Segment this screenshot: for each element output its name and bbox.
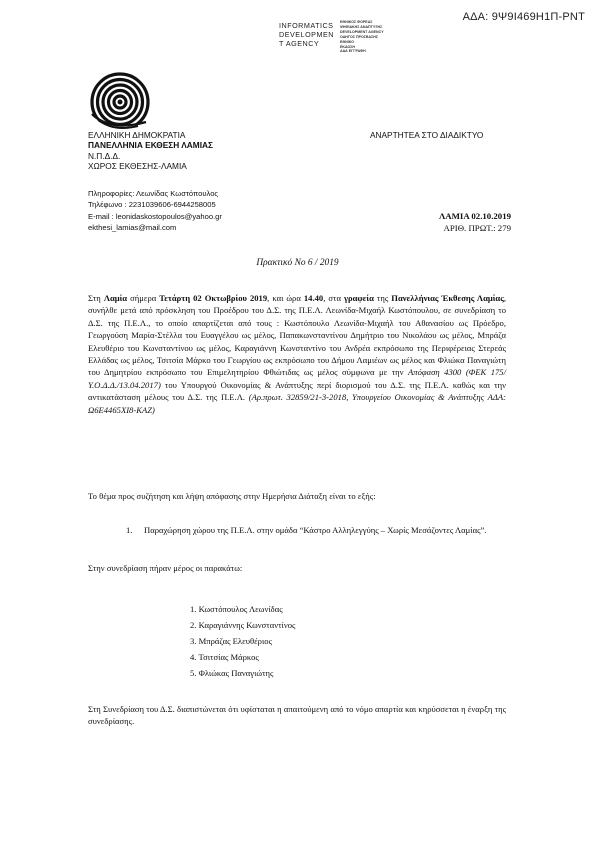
quorum-paragraph: Στη Συνεδρίαση του Δ.Σ. διαπιστώνεται ότι υφίσταται η απαιτούμενη από το νόμο απαρτία και κηρύσσεται η έναρξη της συνεδρίασης. [88,704,506,727]
contact-block [88,188,222,233]
agenda-intro: Το θέμα προς συζήτηση και λήψη απόφασης στην Ημερήσια Διάταξη είναι το εξής: [88,491,376,501]
p1-city: Λαμία [103,293,128,303]
list-item: 1. Κωστόπουλος Λεωνίδας [190,604,283,614]
intro-paragraph [88,292,506,416]
list-item: 4. Τσιτσίας Μάρκος [190,652,259,663]
ida-small-line-2: ΨΗΦΙΑΚΗΣ ΑΝΑΠΤΥΞΗΣ [340,24,383,29]
exhibition-spiral-logo [88,72,152,136]
ida-small-line-3: DEVELOPMENT AGENCY [340,29,384,34]
letterhead-line-4: ΧΩΡΟΣ ΕΚΘΕΣΗΣ-ΛΑΜΙΑ [88,161,187,172]
p1-decision: Απόφαση 4300 (ΦΕΚ 175/Υ.Ο.Δ.Δ./13.04.2017) [88,367,506,390]
p1-text-k: , συνήλθε μετά από πρόσκληση του Προέδρου του Δ.Σ. της Π.Ε.Λ. Λεωνίδα-Μιχαήλ Κωστόπουλου, σε συνεδρίαση το Δ.Σ. της Π.Ε.Λ., το οποίο απαρτίζεται από τους : Κωστόπουλο Λεωνίδα-Μιχαήλ του Αθανασίου ως Πρόεδρο, Γεωργούση Μαρία-Στέλλα του Ευαγγέλου ως μέλος, Παπακωνσταντίνου Δημήτριο του Νικολάου ως μέλος, Μπράζα Ελευθέριο του Κωνσταντίνου ως μέλος, Καραγιάννη Κωνσταντίνο του Ανδρέα εκπρόσωπο της Περιφέρειας Στερεάς Ελλάδας ως μέλος, Τσιτσία Μάρκο του Γεωργίου ως εκπρόσωπο του Δήμου Λαμιέων ως μέλος και Φλιώκα Παναγιώτη του Δημητρίου εκπρόσωπο του Επιμελητηρίου Φθιώτιδας ως μέλος σύμφωνα με την [88,293,506,378]
letterhead-line-2: ΠΑΝΕΛΛΗΝΙΑ ΕΚΘΕΣΗ ΛΑΜΙΑΣ [88,140,213,151]
p1-text-c: σήμερα [127,293,160,303]
ida-line-3: T AGENCY [279,39,320,48]
letterhead [88,130,213,172]
ida-line-1: INFORMATICS [279,21,334,30]
p1-date: Τετάρτη 02 Οκτωβρίου 2019 [159,293,268,303]
ida-line-2: DEVELOPMEN [279,30,334,39]
p1-text-g: , στα [323,293,344,303]
list-item: 5. Φλιώκας Παναγιώτης [190,668,274,679]
place-date: ΛΑΜΙΑ 02.10.2019 [438,211,511,221]
p1-text-m: του Υπουργού Οικονομίας & Ανάπτυξης περί διορισμού του Δ.Σ. της Π.Ε.Λ. καθώς και την αντικατάσταση μέλους του Δ.Σ. της Π.Ε.Λ. [88,379,506,403]
p1-text-e: , και ώρα [267,293,304,303]
p1-time: 14.40 [303,293,324,303]
p1-organization: Πανελλήνιας Έκθεσης Λαμίας [391,293,504,303]
ida-small-line-4: ΟΔΗΓΟΣ ΠΡΟΣΒΑΣΗΣ [340,34,379,39]
ida-small-line-5: ΕΘΝΙΚΟ [340,39,355,44]
publish-notice: ΑΝΑΡΤΗΤΕΑ ΣΤΟ ΔΙΑΔΙΚΤΥΟ [370,130,484,140]
contact-phone: Τηλέφωνο : 2231039606-6944258005 [88,200,216,210]
contact-email: E-mail : leonidaskostopoulos@yahoo.gr [88,211,222,221]
ida-small-text [340,20,384,54]
attendees-intro: Στην συνεδρίαση πήραν μέρος οι παρακάτω: [88,563,243,573]
p1-text-a: Στη [88,293,104,303]
contact-email-2: ekthesi_lamias@mail.com [88,222,177,232]
ida-small-line-7: ΑΔΑ ΕΓΓΡΑΦΗ [340,49,366,54]
letterhead-line-3: Ν.Π.Δ.Δ. [88,150,121,161]
letterhead-line-1: ΕΛΛΗΝΙΚΗ ΔΗΜΟΚΡΑΤΙΑ [88,130,186,140]
list-item: 2. Καραγιάννης Κωνσταντίνος [190,620,296,631]
document-title: Πρακτικό Νο 6 / 2019 [256,258,339,268]
contact-info: Πληροφορίες: Λεωνίδας Κωστόπουλος [88,189,219,198]
ida-small-line-1: ΕΘΝΙΚΟΣ ΦΟΡΕΑΣ [340,20,373,24]
attendees-list [190,601,295,681]
p1-offices: γραφεία [343,293,374,303]
ida-small-line-6: ΕΚΔΟΣΗ [340,44,356,49]
p1-text-i: της [373,293,392,303]
p1-protocol-ref: (Αρ.πρωτ. 32859/21-3-2018, Υπουργείου Οικονομίας & Ανάπτυξης ΑΔΑ: Ω6Ε4465ΧΙ8-ΚΑΖ) [88,392,506,415]
list-item: 3. Μπράζας Ελευθέριος [190,636,272,647]
protocol-number: ΑΡΙΘ. ΠΡΩΤ.: 279 [443,222,511,233]
date-block [439,211,511,234]
agenda-item-number: 1. [126,525,133,535]
ada-code: ΑΔΑ: 9Ψ9Ι469Η1Π-ΡΝΤ [462,11,585,23]
ida-logo-text [279,21,334,48]
agenda-item-text: Παραχώρηση χώρου της Π.Ε.Λ. στην ομάδα “Κάστρο Αλληλεγγύης – Χωρίς Μεσάζοντες Λαμίας”. [144,525,487,535]
